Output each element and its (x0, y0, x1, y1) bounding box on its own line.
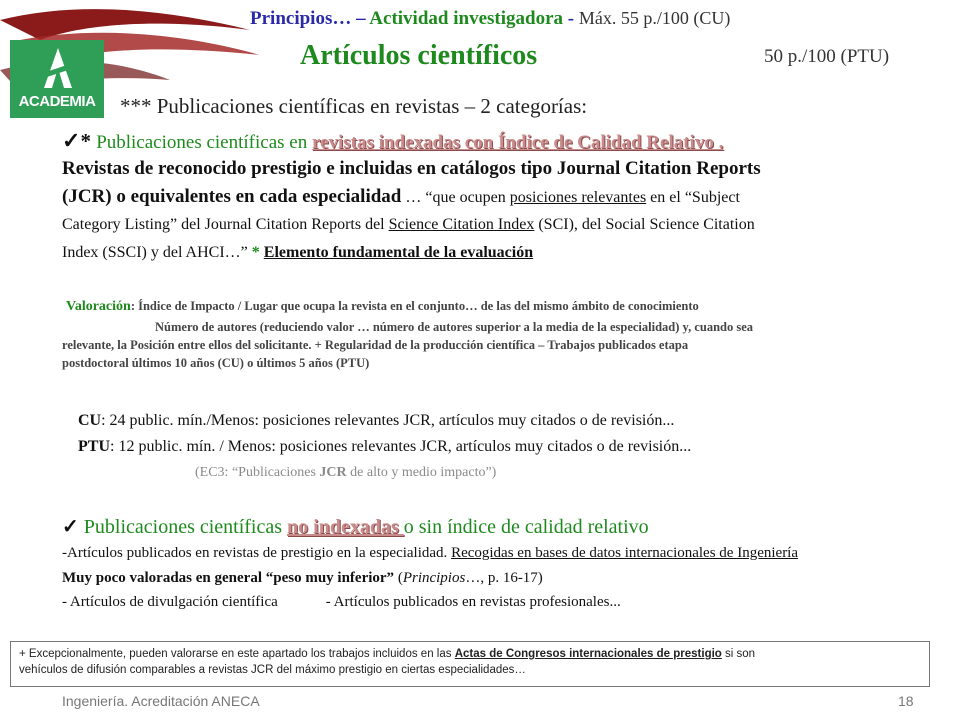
footer-title: Ingeniería. Acreditación ANECA (62, 693, 260, 709)
section2-line-2: -Artículos publicados en revistas de prestigio en la especialidad. Recogidas en bases de datos internacionales de Ingeniería (62, 545, 799, 561)
footnote-line-2: vehículos de difusión comparables a revistas JCR del máximo prestigio en ciertas especialidades… (19, 664, 526, 676)
indexed-journals-emphasis: revistas indexadas con Índice de Calidad Relativo . (311, 132, 724, 153)
header-ptu: 50 p./100 (PTU) (764, 46, 890, 67)
check-icon: ✓ (62, 516, 79, 538)
section2-heading: ✓ Publicaciones científicas no indexadas o sin índice de calidad relativo (62, 516, 649, 538)
academia-logo-icon (40, 46, 76, 90)
key-element-note: Elemento fundamental de la evaluación (263, 244, 534, 261)
valoracion-label: Valoración (66, 299, 131, 314)
ptu-label: PTU (78, 438, 110, 455)
section2-line-4: - Artículos de divulgación científica - Artículos publicados en revistas profesionales... (62, 594, 621, 610)
ec3-note: (EC3: “Publicaciones JCR de alto y medio impacto”) (195, 465, 497, 480)
footnote-line-1: + Excepcionalmente, pueden valorarse en este apartado los trabajos incluidos en las Actas de Congresos internacionales de prestigio si son (19, 648, 756, 660)
logo-text: ACADEMIA (18, 93, 96, 110)
section1-line-5: Index (SSCI) y del AHCI…” * Elemento fundamental de la evaluación (62, 244, 534, 261)
check-icon: ✓ (62, 128, 81, 153)
academia-logo (10, 40, 104, 118)
footnote-box (10, 641, 930, 687)
page-title: Artículos científicos (300, 40, 538, 71)
header-max: Máx. 55 p./100 (CU) (578, 8, 731, 28)
cu-label: CU (78, 412, 102, 429)
section1-line-3: (JCR) o equivalentes en cada especialidad … “que ocupen posiciones relevantes en el “Subject (62, 186, 740, 207)
valoracion-line-1: Valoración: Índice de Impacto / Lugar que ocupa la revista en el conjunto… de las del mismo ámbito de conocimiento (66, 299, 699, 314)
valoracion-body: Número de autores (reduciendo valor … número de autores superior a la media de la especialidad) y, cuando sea relevante, la Posición entre ellos del solicitante. + Regularidad de la producción científica – Trabajos publicados etapa postdoctoral últimos 10 años (CU) o últimos 5 años (PTU) (62, 320, 754, 370)
cu-line: CU: 24 public. mín./Menos: posiciones relevantes JCR, artículos muy citados o de revisión... (78, 412, 675, 429)
subtitle: *** Publicaciones científicas en revistas – 2 categorías: (120, 94, 588, 118)
non-indexed-emphasis: no indexadas (287, 516, 404, 538)
header-line-1: Principios… – Actividad investigadora - Máx. 55 p./100 (CU) (250, 8, 731, 29)
section2-line-3: Muy poco valoradas en general “peso muy inferior” (Principios…, p. 16-17) (62, 570, 543, 586)
section1-heading: ✓* Publicaciones científicas en revistas indexadas con Índice de Calidad Relativo . (62, 128, 724, 153)
header-principios: Principios… (250, 8, 352, 29)
ptu-line: PTU: 12 public. mín. / Menos: posiciones relevantes JCR, artículos muy citados o de revisión... (78, 438, 692, 455)
section1-line-4: Category Listing” del Journal Citation Reports del Science Citation Index (SCI), del Social Science Citation (62, 216, 755, 233)
section1-line-2: Revistas de reconocido prestigio e incluidas en catálogos tipo Journal Citation Reports (62, 158, 761, 179)
header-actividad: Actividad investigadora (369, 8, 563, 29)
page-number: 18 (898, 693, 914, 709)
